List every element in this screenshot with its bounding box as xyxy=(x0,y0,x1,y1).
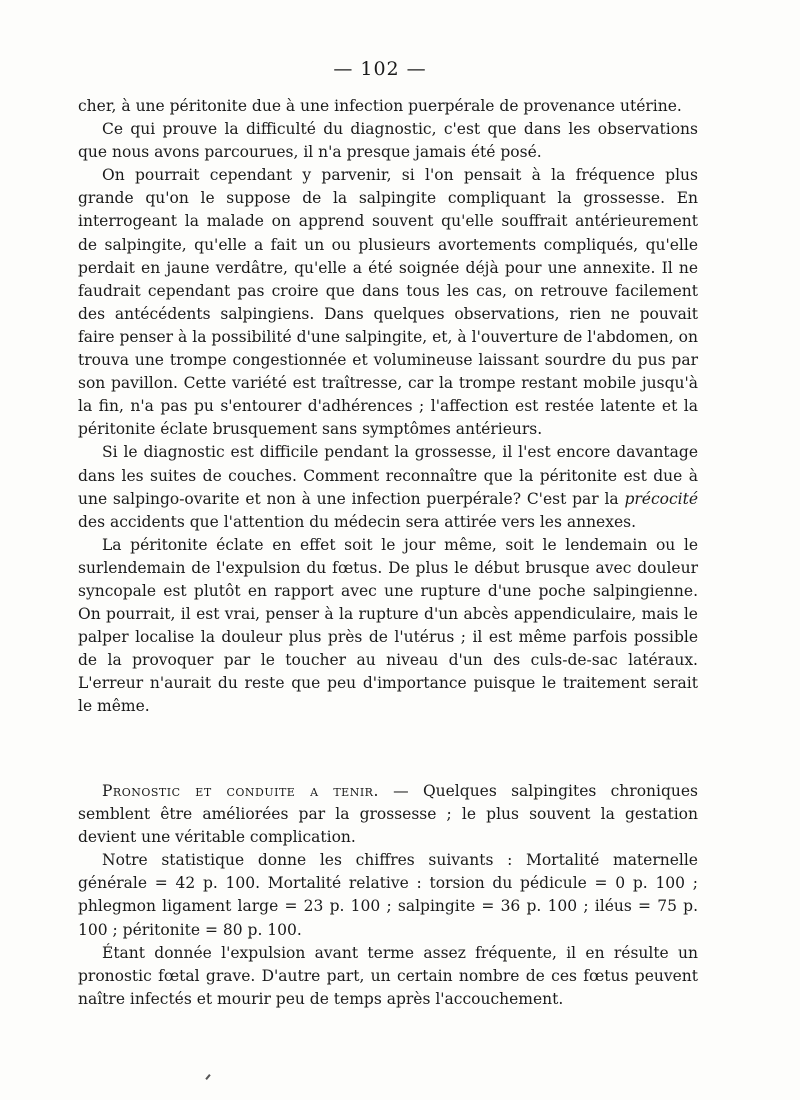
page-number: — 102 — xyxy=(333,58,427,80)
paragraph-4-after: des accidents que l'attention du médecin sera attirée vers les annexes. xyxy=(78,512,637,531)
main-text-top xyxy=(78,95,698,719)
section-intro-text: — Quelques salpingites chroniques semblent être améliorées par la grossesse ; le plus souvent la gestation devient une véritable complication. xyxy=(78,782,698,847)
section-paragraph xyxy=(78,780,698,849)
paragraph-4-emphasis: précocité xyxy=(624,489,698,508)
paragraph-5: La péritonite éclate en effet soit le jour même, soit le lendemain ou le surlendemain de l'expulsion du fœtus. De plus le début brusque avec douleur syncopale est plutôt en rapport avec une rupture d'une poche salpingienne. On pourrait, il est vrai, penser à la rupture d'un abcès appendiculaire, mais le palper localise la douleur plus près de l'utérus ; il est même parfois possible de la provoquer par le toucher au niveau d'un des culs-de-sac latéraux. L'erreur n'aurait du reste que peu d'importance puisque le traitement serait le même. xyxy=(78,535,698,716)
paragraph-prognosis: Étant donnée l'expulsion avant terme assez fréquente, il en résulte un pronostic fœtal grave. D'autre part, un certain nombre de ces fœtus peuvent naître infectés et mourir peu de temps après l'accouchement. xyxy=(78,943,698,1008)
stray-ink-mark xyxy=(205,1074,210,1080)
paragraph-3: On pourrait cependant y parvenir, si l'on pensait à la fréquence plus grande qu'on le suppose de la salpingite compliquant la grossesse. En interrogeant la malade on apprend souvent qu'elle souffrait antérieurement de salpingite, qu'elle a fait un ou plusieurs avortements compliqués, qu'elle perdait en jaune verdâtre, qu'elle a été soignée déjà pour une annexite. Il ne faudrait cependant pas croire que dans tous les cas, on retrouve facilement des antécédents salpingiens. Dans quelques observations, rien ne pouvait faire penser à la possibilité d'une salpingite, et, à l'ouverture de l'abdomen, on trouva une trompe congestionnée et volumineuse laissant sourdre du pus par son pavillon. Cette variété est traîtresse, car la trompe restant mobile jusqu'à la fin, n'a pas pu s'entourer d'adhérences ; l'affection est restée latente et la péritonite éclate brusquement sans symptômes antérieurs. xyxy=(78,166,698,439)
main-text-bottom xyxy=(78,780,698,1011)
paragraph-4-before: Si le diagnostic est difficile pendant la grossesse, il l'est encore davantage dans les suites de couches. Comment reconnaître que la péritonite est due à une salpingo-ovarite et non à une infection puerpérale? C'est par la xyxy=(78,443,698,508)
paragraph-4 xyxy=(78,441,698,533)
section-heading: Pronostic et conduite a tenir. xyxy=(102,782,379,800)
paragraph-statistics: Notre statistique donne les chiffres suivants : Mortalité maternelle générale = 42 p. 100. Mortalité relative : torsion du pédicule = 0 p. 100 ; phlegmon ligament large = 23 p. 100 ; salpingite = 36 p. 100 ; iléus = 75 p. 100 ; péritonite = 80 p. 100. xyxy=(78,851,698,939)
paragraph-2: Ce qui prouve la difficulté du diagnostic, c'est que dans les observations que nous avons parcourues, il n'a presque jamais été posé. xyxy=(78,120,698,162)
paragraph-1: cher, à une péritonite due à une infection puerpérale de provenance utérine. xyxy=(78,97,682,115)
